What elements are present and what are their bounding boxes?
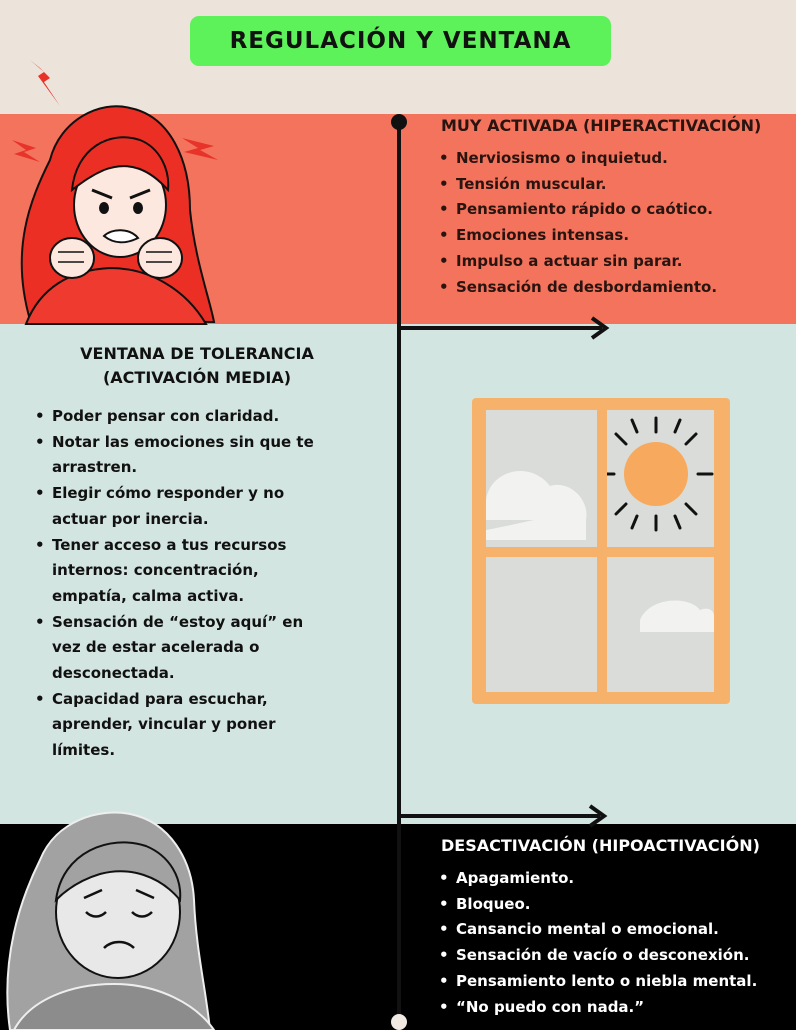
tolerance-window-heading-line1: VENTANA DE TOLERANCIA [80,344,314,363]
list-item: • “No puedo con nada.” [438,995,757,1021]
list-item: • Cansancio mental o emocional. [438,917,757,943]
list-item: • Tensión muscular. [438,172,717,198]
hypoarousal-list [438,866,757,1020]
list-item: • Emociones intensas. [438,223,717,249]
hyperarousal-heading: MUY ACTIVADA (HIPERACTIVACIÓN) [441,116,762,135]
tolerance-window-heading-line2: (ACTIVACIÓN MEDIA) [102,368,292,387]
list-item: • Poder pensar con claridad. [34,404,324,430]
list-item: • Apagamiento. [438,866,757,892]
list-item: • Pensamiento lento o niebla mental. [438,969,757,995]
list-item: • Capacidad para escuchar, aprender, vincular y poner límites. [34,687,324,764]
list-item: • Nerviosismo o inquietud. [438,146,717,172]
title-banner [190,16,611,66]
list-item: • Sensación de vacío o desconexión. [438,943,757,969]
hyperarousal-list [438,146,717,300]
tolerance-window-heading [40,342,354,390]
list-item: • Sensación de “estoy aquí” en vez de estar acelerada o desconectada. [34,610,324,687]
list-item: • Elegir cómo responder y no actuar por inercia. [34,481,324,532]
list-item: • Bloqueo. [438,892,757,918]
list-item: • Tener acceso a tus recursos internos: concentración, empatía, calma activa. [34,533,324,610]
tolerance-window-list [34,404,324,764]
list-item: • Pensamiento rápido o caótico. [438,197,717,223]
hypoarousal-heading: DESACTIVACIÓN (HIPOACTIVACIÓN) [441,836,760,855]
page-title: REGULACIÓN Y VENTANA [229,28,572,54]
list-item: • Impulso a actuar sin parar. [438,249,717,275]
list-item: • Sensación de desbordamiento. [438,275,717,301]
list-item: • Notar las emociones sin que te arrastren. [34,430,324,481]
